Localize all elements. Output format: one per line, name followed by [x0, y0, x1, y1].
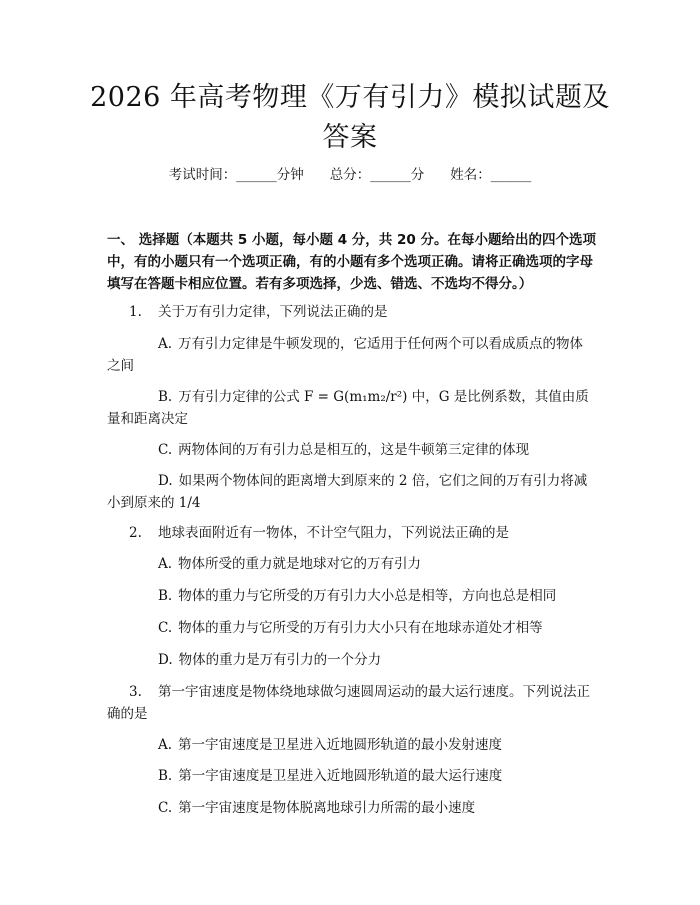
- question-number: 3.: [129, 684, 142, 700]
- exam-time-field: 考试时间：______分钟: [168, 167, 304, 183]
- option-letter: B.: [158, 588, 173, 604]
- exam-info-line: [0, 165, 700, 185]
- option-text: 两物体间的万有引力总是相互的，这是牛顿第三定律的体现: [178, 442, 530, 458]
- question-2-option-d: [107, 649, 594, 671]
- question-text: 关于万有引力定律，下列说法正确的是: [158, 304, 388, 320]
- option-text: 第一宇宙速度是物体脱离地球引力所需的最小速度: [178, 800, 476, 816]
- option-letter: B.: [158, 389, 173, 405]
- option-letter: C.: [158, 442, 173, 458]
- name-field: 姓名：______: [450, 167, 532, 183]
- option-text: 物体的重力与它所受的万有引力大小总是相等，方向也总是相同: [178, 588, 557, 604]
- question-number: 1.: [129, 304, 142, 320]
- question-text: 第一宇宙速度是物体绕地球做匀速圆周运动的最大运行速度。下列说法正确的是: [107, 684, 590, 722]
- option-letter: B.: [158, 768, 173, 784]
- section-heading: 一、 选择题（本题共 5 小题，每小题 4 分，共 20 分。在每小题给出的四个选项中，有的小题只有一个选项正确，有的小题有多个选项正确。请将正确选项的字母填写在答题卡相应位置。若有多项选择，少选、错选、不选均不得分。）: [107, 232, 596, 292]
- option-text: 万有引力定律是牛顿发现的，它适用于任何两个可以看成质点的物体之间: [107, 336, 584, 374]
- option-letter: D.: [158, 652, 173, 668]
- option-letter: A.: [158, 556, 173, 572]
- option-letter: A.: [158, 336, 173, 352]
- option-letter: A.: [158, 737, 173, 753]
- option-text: 万有引力定律的公式 F = G(m₁m₂/r²) 中，G 是比例系数，其值由质量和距离决定: [107, 389, 589, 427]
- option-text: 物体的重力与它所受的万有引力大小只有在地球赤道处才相等: [178, 620, 543, 636]
- option-text: 物体的重力是万有引力的一个分力: [178, 652, 382, 668]
- page-title: 2026 年高考物理《万有引力》模拟试题及答案: [90, 82, 610, 153]
- question-2-option-a: [107, 553, 594, 575]
- option-letter: D.: [158, 473, 173, 489]
- option-text: 物体所受的重力就是地球对它的万有引力: [178, 556, 422, 572]
- option-letter: C.: [158, 620, 173, 636]
- question-1-option-b: [107, 386, 594, 430]
- question-number: 2.: [129, 525, 142, 541]
- question-text: 地球表面附近有一物体，不计空气阻力，下列说法正确的是: [158, 525, 509, 541]
- question-3-option-c: [107, 797, 594, 819]
- option-letter: C.: [158, 800, 173, 816]
- option-text: 第一宇宙速度是卫星进入近地圆形轨道的最大运行速度: [178, 768, 503, 784]
- question-1-option-c: [107, 439, 594, 461]
- question-2-option-b: [107, 585, 594, 607]
- total-score-field: 总分：______分: [329, 167, 425, 183]
- question-1-option-a: [107, 333, 594, 377]
- question-1-option-d: [107, 470, 594, 514]
- option-text: 如果两个物体间的距离增大到原来的 2 倍，它们之间的万有引力将减小到原来的 1/4: [107, 473, 588, 511]
- option-text: 第一宇宙速度是卫星进入近地圆形轨道的最小发射速度: [178, 737, 503, 753]
- question-3-option-b: [107, 765, 594, 787]
- question-2-option-c: [107, 617, 594, 639]
- question-1-stem: [107, 301, 594, 323]
- question-3-stem: [107, 681, 594, 725]
- question-2-stem: [107, 522, 594, 544]
- question-3-option-a: [107, 734, 594, 756]
